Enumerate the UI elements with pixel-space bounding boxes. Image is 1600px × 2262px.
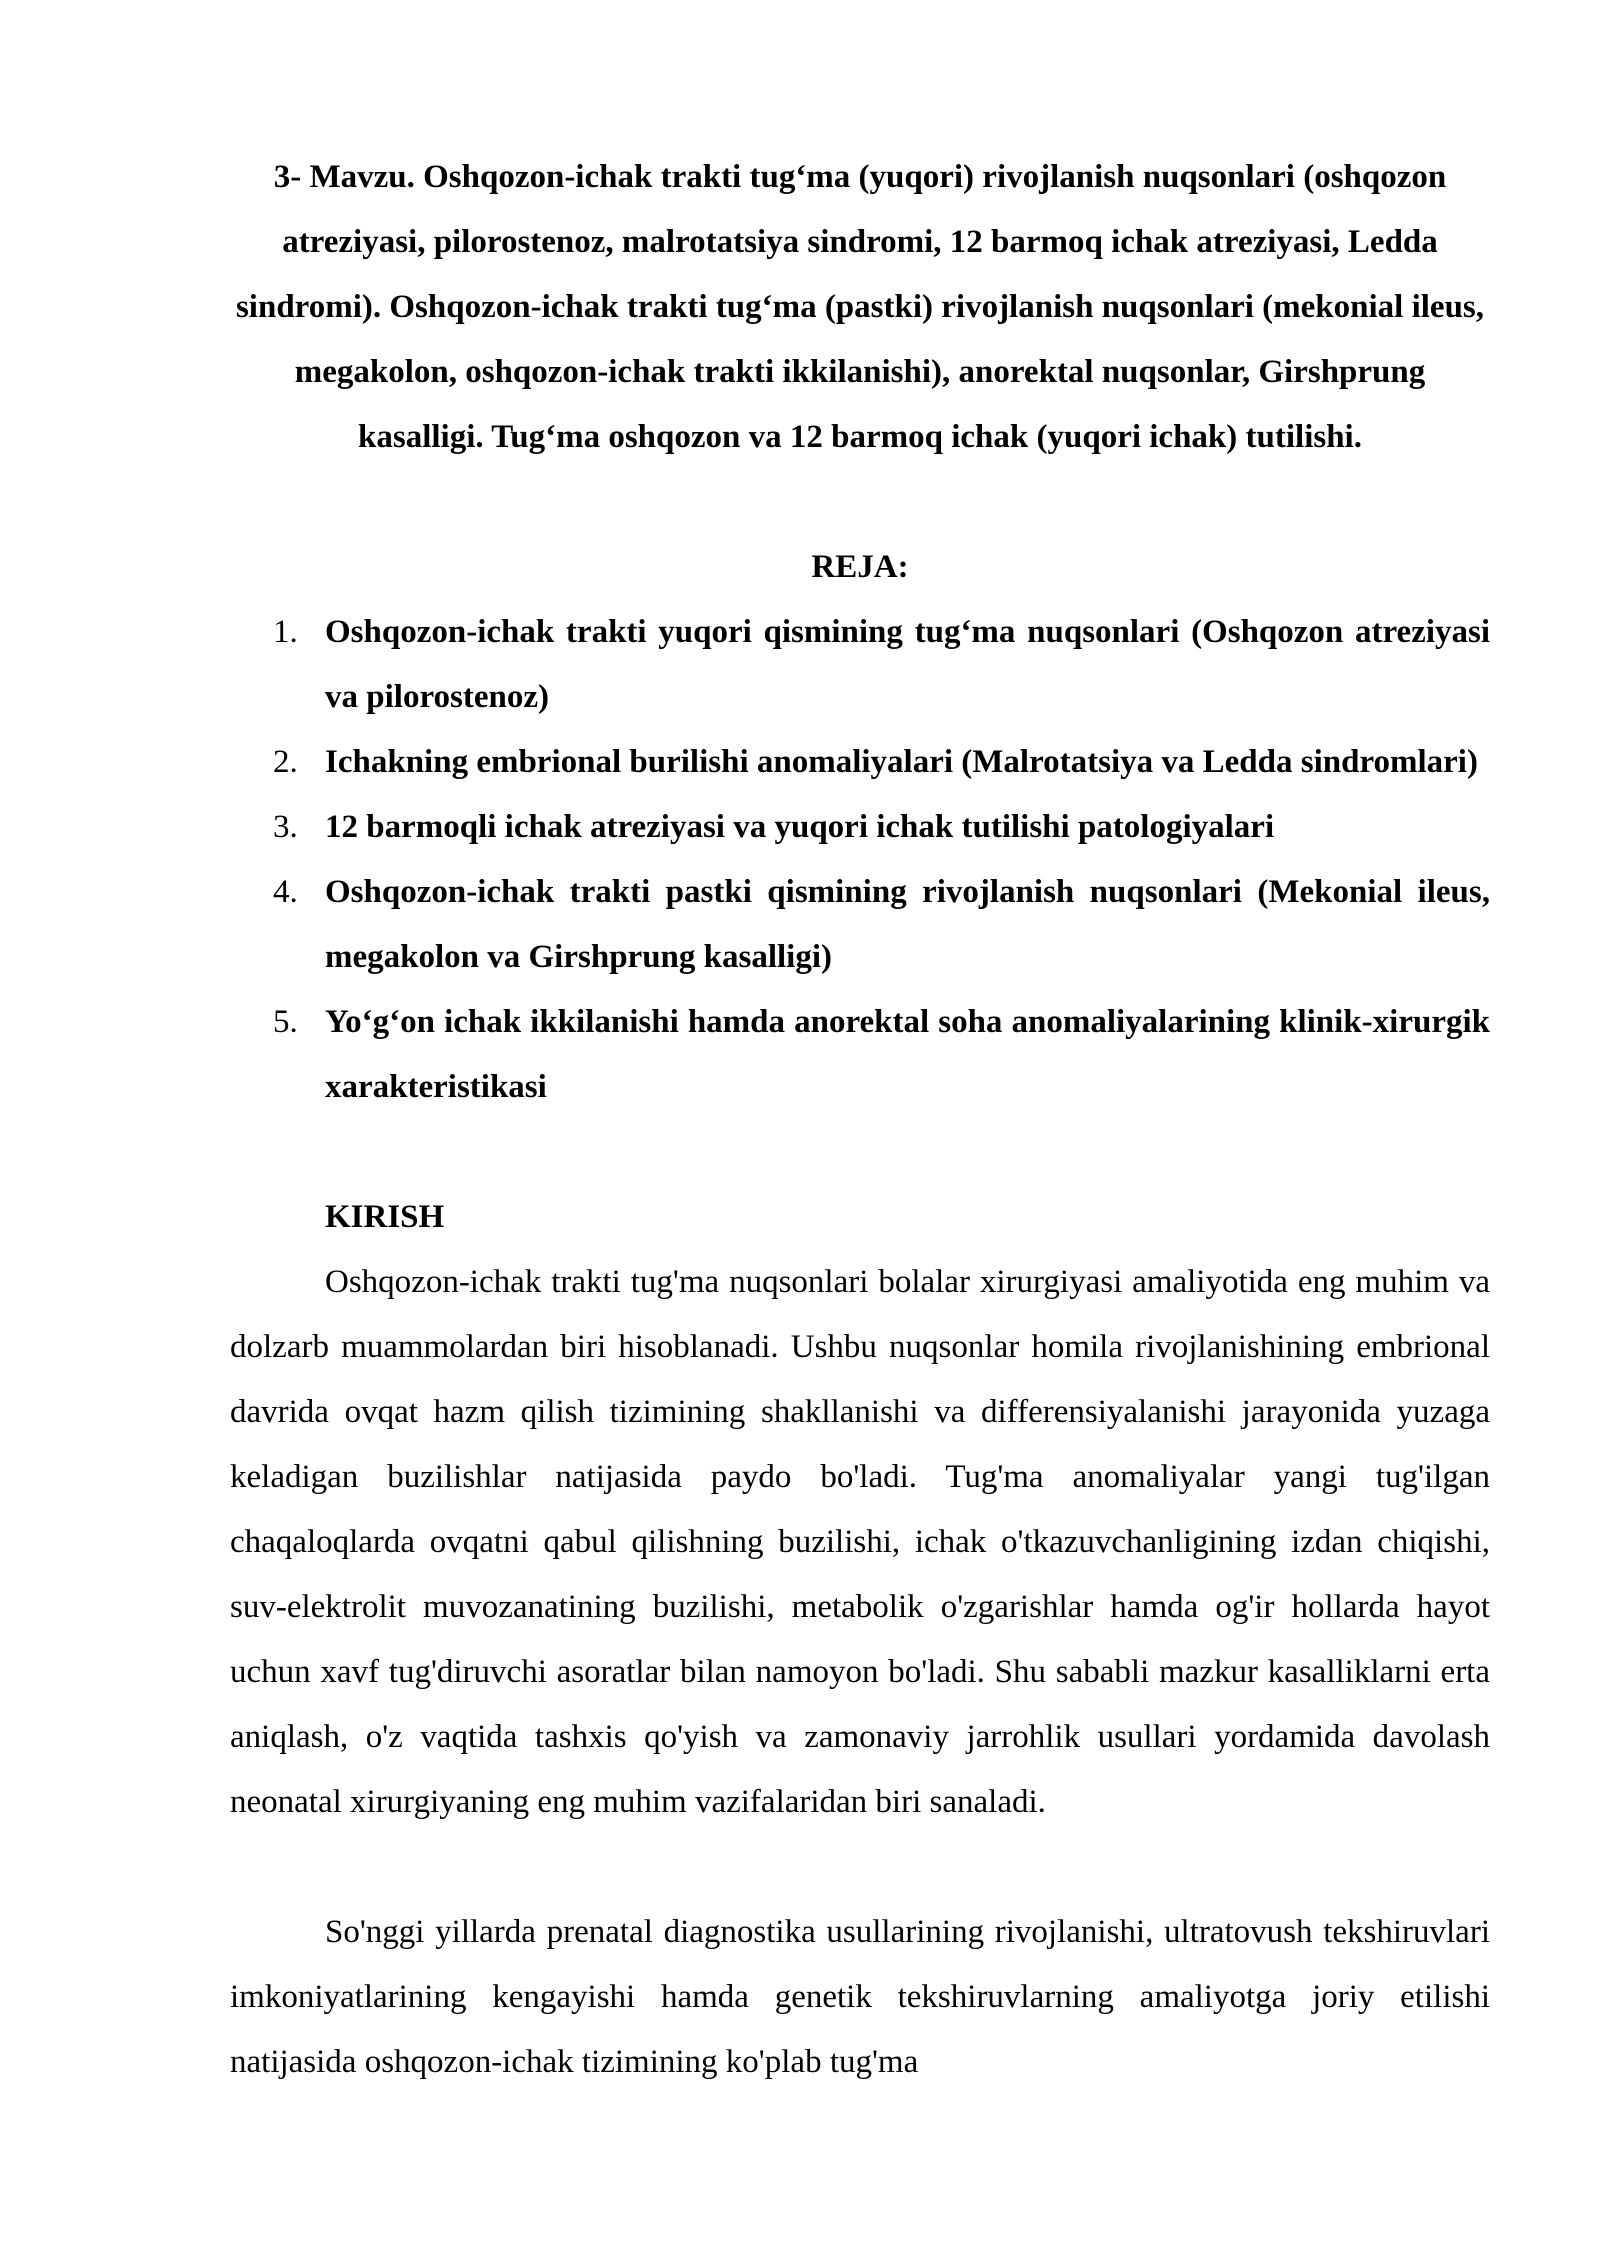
plan-item-text: Oshqozon-ichak trakti yuqori qismining tug‘ma nuqsonlari (Oshqozon atreziyasi va pilorostenoz)	[325, 614, 1490, 715]
plan-item-text: Oshqozon-ichak trakti pastki qismining rivojlanish nuqsonlari (Mekonial ileus, megakolon va Girshprung kasalligi)	[325, 874, 1490, 975]
plan-item-number: 4.	[273, 874, 298, 910]
plan-item-number: 1.	[273, 614, 298, 650]
plan-item-text: Ichakning embrional burilishi anomaliyalari (Malrotatsiya va Ledda sindromlari)	[325, 744, 1478, 780]
intro-paragraph-1: Oshqozon-ichak trakti tug'ma nuqsonlari bolalar xirurgiyasi amaliyotida eng muhim va dolzarb muammolardan biri hisoblanadi. Ushbu nuqsonlar homila rivojlanishining embrional davrida ovqat hazm qilish tizimining shakllanishi va differensiyalanishi jarayonida yuzaga keladigan buzilishlar natijasida paydo bo'ladi. Tug'ma anomaliyalar yangi tug'ilgan chaqaloqlarda ovqatni qabul qilishning buzilishi, ichak o'tkazuvchanligining izdan chiqishi, suv-elektrolit muvozanatining buzilishi, metabolik o'zgarishlar hamda og'ir hollarda hayot uchun xavf tug'diruvchi asoratlar bilan namoyon bo'ladi. Shu sababli mazkur kasalliklarni erta aniqlash, o'z vaqtida tashxis qo'yish va zamonaviy jarrohlik usullari yordamida davolash neonatal xirurgiyaning eng muhim vazifalaridan biri sanaladi.	[230, 1264, 1490, 1820]
plan-item	[273, 860, 1490, 990]
plan-item	[273, 990, 1490, 1120]
plan-item-text: 12 barmoqli ichak atreziyasi va yuqori ichak tutilishi patologiyalari	[325, 809, 1275, 845]
plan-item-text: Yo‘g‘on ichak ikkilanishi hamda anorektal soha anomaliyalarining klinik-xirurgik xarakteristikasi	[325, 1004, 1490, 1105]
plan-heading: REJA:	[811, 549, 909, 585]
plan-item-number: 2.	[273, 744, 298, 780]
intro-heading: KIRISH	[325, 1199, 445, 1235]
plan-item-number: 5.	[273, 1004, 298, 1040]
document-title: 3- Mavzu. Oshqozon-ichak trakti tug‘ma (yuqori) rivojlanish nuqsonlari (oshqozon atreziyasi, pilorostenoz, malrotatsiya sindromi, 12 barmoq ichak atreziyasi, Ledda sindromi). Oshqozon-ichak trakti tug‘ma (pastki) rivojlanish nuqsonlari (mekonial ileus, megakolon, oshqozon-ichak trakti ikkilanishi), anorektal nuqsonlar, Girshprung kasalligi. Tug‘ma oshqozon va 12 barmoq ichak (yuqori ichak) tutilishi.	[235, 159, 1485, 455]
plan-item	[273, 795, 1490, 860]
intro-paragraph-2: So'nggi yillarda prenatal diagnostika usullarining rivojlanishi, ultratovush tekshiruvlari imkoniyatlarining kengayishi hamda genetik tekshiruvlarning amaliyotga joriy etilishi natijasida oshqozon-ichak tizimining ko'plab tug'ma	[230, 1914, 1490, 2080]
plan-list	[273, 600, 1490, 1120]
plan-item	[273, 600, 1490, 730]
plan-item	[273, 730, 1490, 795]
plan-item-number: 3.	[273, 809, 298, 845]
